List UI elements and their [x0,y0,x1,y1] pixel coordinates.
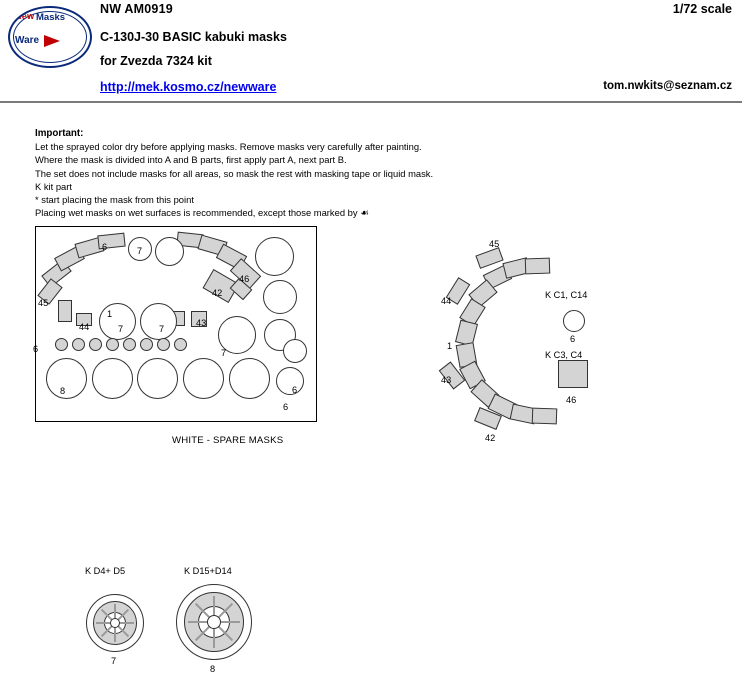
right-label-1: 1 [447,341,453,351]
product-title-line1: C-130J-30 BASIC kabuki masks [100,30,287,44]
right-label-44: 44 [441,296,452,306]
wheel-2-center [207,615,221,629]
mask-dot [123,338,136,351]
header [0,0,742,104]
right-label-46: 46 [566,395,577,405]
right-label-6: 6 [570,334,576,344]
notes-line-5: * start placing the mask from this point [35,194,194,206]
mask-circle [276,367,304,395]
mask-circle [283,339,307,363]
wheel-1-center [110,618,120,628]
mask-circle [255,237,294,276]
wheel-2-title: K D15+D14 [184,566,232,576]
mask-circle [229,358,270,399]
mask-piece [532,408,558,425]
mask-dot [55,338,68,351]
plate-label-46: 46 [239,274,250,284]
mask-dot [174,338,187,351]
mask-dot [140,338,153,351]
scale-label: 1/72 scale [672,2,732,16]
wheel-group-2 [176,566,296,674]
mask-circle [140,303,177,340]
plate-label-42: 42 [212,288,223,298]
notes-line-4: K kit part [35,180,72,192]
mask-circle [92,358,133,399]
right-mask-group [430,226,630,456]
plate-label-6-top: 6 [102,242,108,252]
plate-label-6-right: 6 [292,385,298,395]
notes-line-6-text: Placing wet masks on wet surfaces is recommended, except those marked by [35,207,358,219]
plate-label-7-mid-left: 7 [118,324,124,334]
product-code: NW AM0919 [100,2,173,16]
plate-label-44: 44 [79,322,90,332]
mask-circle [563,310,585,332]
header-divider [0,101,742,103]
notes-heading: Important: [35,128,84,139]
mask-circle [155,237,184,266]
mask-circle [137,358,178,399]
mask-piece [58,300,72,322]
notes-line-3: The set does not include masks for all areas, so mask the rest with masking tape or liquid mask. [35,167,434,179]
plate-label-1: 1 [107,309,113,319]
mask-dot [157,338,170,351]
brand-logo [8,6,92,68]
left-plate-caption: WHITE - SPARE MASKS [172,435,284,446]
notes-line-6 [35,206,595,220]
mask-dot [106,338,119,351]
mask-circle [183,358,224,399]
website-link[interactable]: http://mek.kosmo.cz/newware [100,80,277,94]
important-notes [35,126,595,220]
mask-circle [263,280,297,314]
email-address: tom.nwkits@seznam.cz [603,80,732,92]
wheel-2-number: 8 [210,664,216,674]
notes-line-2: Where the mask is divided into A and B parts, first apply part A, next part B. [35,154,347,166]
notes-line-1: Let the sprayed color dry before applying masks. Remove masks very carefully after painting. [35,141,422,153]
right-label-43: 43 [441,375,452,385]
plate-label-7-mid-right: 7 [159,324,165,334]
right-label-42: 42 [485,433,496,443]
left-mask-plate [35,226,317,422]
logo-ware-text: Ware [15,35,40,46]
logo-masks-text: Masks [36,12,66,23]
plate-label-43: 43 [196,318,207,328]
mask-piece [475,247,503,269]
wheel-1-number: 7 [111,656,117,666]
plate-label-7-top: 7 [137,246,143,256]
plate-label-45: 45 [38,298,49,308]
plate-label-8: 8 [60,386,66,396]
plate-label-7-lower: 7 [221,348,227,358]
wheel-1-title: K D4+ D5 [85,566,126,576]
mask-square [558,360,588,388]
mask-dot [72,338,85,351]
right-label-45: 45 [489,239,500,249]
right-group-c3-label: K C3, C4 [545,350,583,360]
plate-label-6-bottom: 6 [283,402,289,412]
mask-piece [525,258,551,275]
product-title-line2: for Zvezda 7324 kit [100,54,212,68]
mask-circle [46,358,87,399]
plate-label-6-left: 6 [33,344,39,354]
arrow-icon [44,35,60,47]
mask-dot [89,338,102,351]
logo-new-text: New [15,11,35,21]
wing-glyph-icon: ☙ [360,208,369,220]
mask-circle [99,303,136,340]
right-group-c1-label: K C1, C14 [545,290,588,300]
